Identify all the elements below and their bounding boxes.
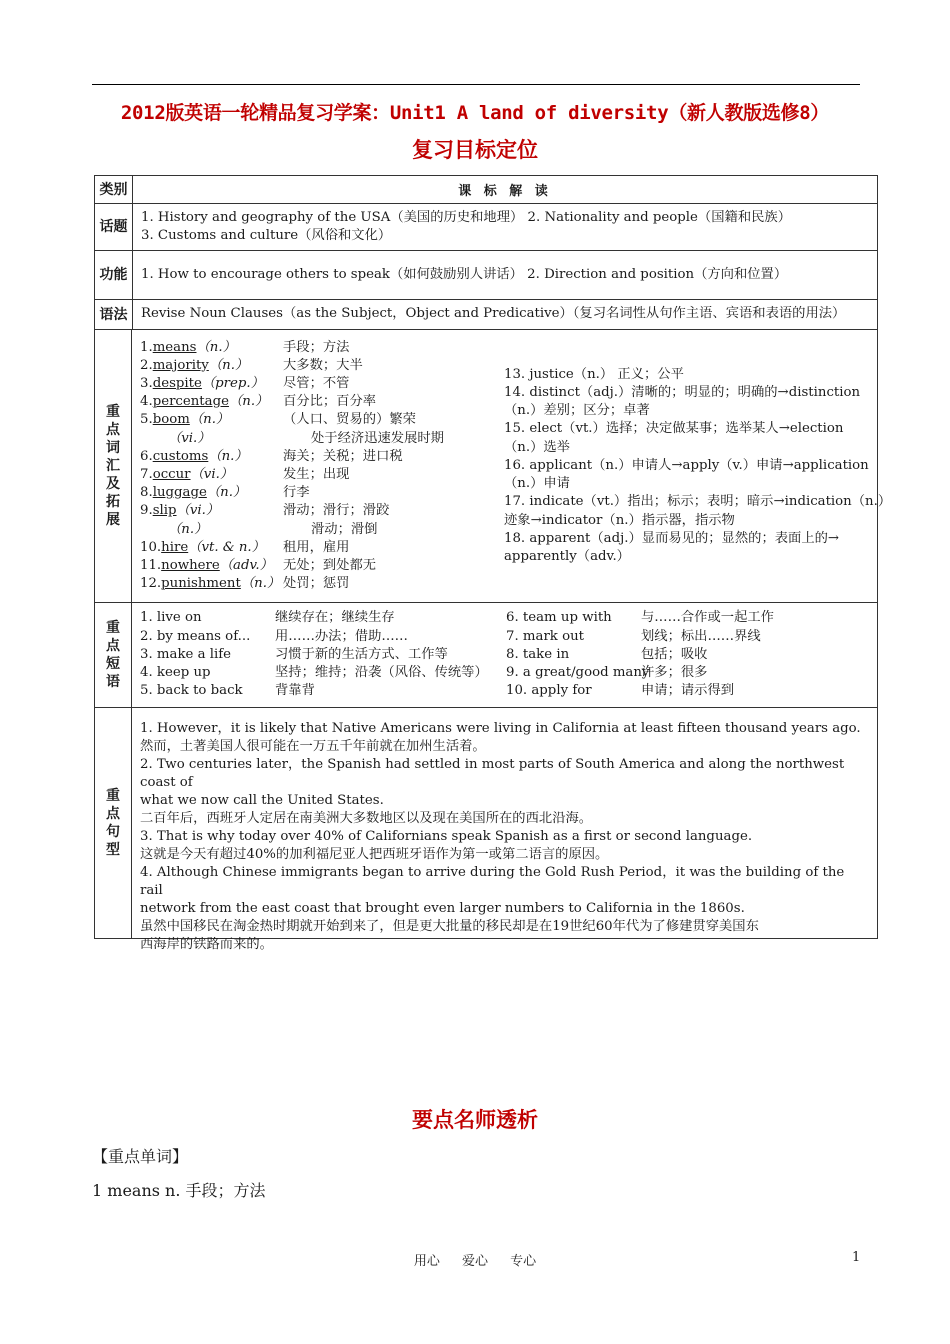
page-footer: 用心 爱心 专心	[413, 1254, 537, 1269]
vocab-meaning: 无处；到处都无	[283, 558, 377, 574]
phrase-text: 9. a great/good many	[506, 665, 650, 681]
vocab-ext-line: 16. applicant（n.）申请人→apply（v.）申请→application	[504, 457, 869, 473]
vocab-pos: （vi.）	[168, 430, 211, 446]
header-rule	[92, 84, 860, 85]
phrase-text: 2. by means of...	[140, 628, 251, 644]
vocab-word: punishment	[161, 576, 241, 592]
vocab-meaning: 海关；关税；进口税	[283, 448, 403, 464]
vocab-word-cell	[140, 448, 283, 466]
vocab-ext-line: apparently（adv.）	[504, 548, 630, 564]
vocab-number: 1.	[140, 339, 153, 355]
sentence-line: 3. That is why today over 40% of Californians speak Spanish as a first or second language.	[140, 829, 753, 844]
vocab-word-cell	[140, 375, 283, 393]
vocab-word-cell	[140, 575, 283, 593]
vocab-pos: （n.）	[168, 521, 208, 537]
vocab-word: majority	[152, 357, 209, 373]
phrase-meaning: 许多；很多	[641, 665, 708, 681]
vocab-number: 6.	[140, 448, 153, 464]
vocab-item	[140, 539, 504, 557]
phrase-text: 8. take in	[506, 646, 570, 662]
vocab-ext-line: （n.）差别；区分；卓著	[504, 403, 650, 419]
vocab-meaning: 发生；出现	[283, 467, 350, 482]
vocab-number: 4.	[140, 394, 153, 410]
phrase-text: 7. mark out	[506, 628, 585, 644]
vocab-item	[140, 575, 504, 593]
vocab-pos: （n.）	[208, 357, 249, 373]
vocab-number: 9.	[140, 503, 153, 519]
vocab-word-cell	[140, 339, 283, 357]
vocab-meaning: 处于经济迅速发展时期	[311, 430, 444, 446]
vocab-pos: （prep.）	[201, 375, 264, 391]
vocab-item	[140, 375, 504, 393]
vocab-ext-line: 15. elect（vt.）选择；决定做某事；选举某人→election	[504, 421, 844, 437]
vocab-pos: （n.）	[228, 394, 269, 410]
vocab-pos: （n.）	[206, 485, 247, 501]
phrases-right-column	[506, 609, 774, 700]
phrases-row	[95, 603, 877, 708]
vocab-meaning: 百分比；百分率	[283, 394, 377, 410]
vocab-number: 12.	[140, 576, 162, 592]
phrase-item	[506, 682, 774, 700]
key-words-heading: 【重点单词】	[92, 1147, 189, 1166]
grammar-label: 语法	[95, 300, 133, 329]
curriculum-table	[94, 175, 892, 952]
vocab-meaning: （人口、贸易的）繁荣	[283, 412, 416, 428]
grammar-row	[95, 300, 877, 330]
vocab-pos: （n.）	[240, 576, 281, 592]
phrases-left-column	[140, 609, 506, 700]
vocab-word-cell	[140, 393, 283, 411]
sentences-content	[132, 708, 877, 952]
vocab-word: means	[152, 339, 197, 355]
header-category: 类别	[95, 176, 133, 203]
vocab-number: 11.	[140, 558, 162, 574]
table-header-row	[95, 176, 877, 204]
vocab-word-cell	[140, 411, 283, 429]
vocab-ext-line: 迹象→indicator（n.）指示器，指示物	[504, 512, 735, 528]
topic-row	[95, 204, 877, 251]
vocab-item	[140, 393, 504, 411]
vocab-item	[140, 466, 504, 484]
document-title: 2012版英语一轮精品复习学案：Unit1 A land of diversity（新人教版选修8）	[120, 102, 830, 124]
vocab-number: 7.	[140, 467, 153, 482]
vocab-number: 3.	[140, 375, 153, 391]
vocab-pos: （n.）	[196, 339, 236, 355]
phrase-meaning: 划线；标出……界线	[641, 628, 761, 644]
phrase-text: 3. make a life	[140, 646, 232, 662]
phrase-item	[506, 664, 774, 682]
vocab-meaning: 处罚；惩罚	[283, 576, 350, 592]
sentence-line: 4. Although Chinese immigrants began to arrive during the Gold Rush Period，it was the building of the rail	[140, 865, 845, 898]
vocab-number: 5.	[140, 412, 153, 428]
vocab-word: nowhere	[161, 558, 220, 574]
vocab-meaning: 手段；方法	[283, 339, 350, 355]
vocab-label: 重点词汇及拓展	[95, 330, 132, 602]
vocab-item	[140, 484, 504, 502]
vocab-ext-line: 13. justice（n.） 正义；公平	[504, 366, 684, 382]
sentence-line: 虽然中国移民在淘金热时期就开始到来了，但是更大批量的移民却是在19世纪60年代为了修建贯穿美国东	[140, 919, 759, 934]
vocab-meaning: 尽管；不管	[283, 375, 350, 391]
vocab-word: boom	[152, 412, 190, 428]
function-label: 功能	[95, 251, 133, 299]
sentence-line: network from the east coast that brought even larger numbers to California in the 1860s.	[140, 901, 745, 916]
vocab-pos: （n.）	[208, 448, 248, 464]
vocab-word: customs	[152, 448, 209, 464]
vocab-word: percentage	[152, 394, 229, 410]
phrase-meaning: 坚持；维持；沿袭（风俗、传统等）	[275, 665, 488, 681]
vocab-meaning: 大多数；大半	[283, 357, 363, 373]
vocab-item	[140, 411, 504, 429]
vocab-word-cell	[140, 502, 283, 520]
vocab-word-cell	[140, 539, 283, 557]
vocab-word-cell	[140, 557, 283, 575]
phrase-meaning: 申请；请示得到	[641, 683, 735, 699]
phrase-item	[140, 609, 506, 627]
phrase-meaning: 包括；吸收	[641, 646, 708, 662]
vocab-item	[140, 357, 504, 375]
phrase-meaning: 背靠背	[275, 683, 315, 699]
vocab-word-cell	[140, 466, 283, 484]
phrase-meaning: 继续存在；继续生存	[275, 610, 395, 626]
sentences-label: 重点句型	[95, 708, 132, 938]
vocab-word: hire	[161, 539, 189, 555]
topic-line-2: 3. Customs and culture（风俗和文化）	[141, 228, 392, 243]
sentence-line: 然而，土著美国人很可能在一万五千年前就在加州生活着。	[140, 739, 486, 754]
function-row	[95, 251, 877, 300]
topic-line-1: 1. History and geography of the USA（美国的历史和地理） 2. Nationality and people（国籍和民族）	[141, 209, 792, 225]
vocab-item	[140, 521, 504, 539]
vocab-word-cell	[140, 357, 283, 375]
vocab-number: 2.	[140, 357, 153, 373]
vocab-item	[140, 557, 504, 575]
phrase-item	[506, 646, 774, 664]
vocab-pos: （n.）	[189, 412, 230, 428]
vocab-meaning: 滑动；滑行；滑跤	[283, 503, 390, 519]
vocab-item	[140, 448, 504, 466]
phrase-item	[506, 609, 774, 627]
vocab-left-column	[140, 339, 504, 594]
vocab-pos: （vi.）	[190, 467, 234, 482]
phrase-item	[140, 682, 506, 700]
vocab-ext-line: （n.）申请	[504, 476, 570, 492]
section-title-key-points: 要点名师透析	[412, 1108, 538, 1132]
grammar-line-1: Revise Noun Clauses（as the Subject，Object and Predicative）（复习名词性从句作主语、宾语和表语的用法）	[141, 306, 846, 322]
vocab-item	[140, 502, 504, 520]
phrase-item	[506, 628, 774, 646]
vocab-word-cell	[140, 484, 283, 502]
header-content: 课 标 解 读	[458, 184, 552, 199]
vocab-meaning: 租用，雇用	[283, 539, 350, 555]
sentence-line: 1. However，it is likely that Native Americans were living in California at least fifteen thousand years ago.	[140, 721, 861, 736]
vocab-meaning: 行李	[283, 485, 310, 501]
vocab-ext-line: 14. distinct（adj.）清晰的；明显的；明确的→distinction	[504, 385, 861, 401]
phrase-meaning: 用……办法；借助……	[275, 628, 408, 644]
vocab-number: 10.	[140, 539, 162, 555]
vocab-ext-line: 17. indicate（vt.）指出；标示；表明；暗示→indication（n.）	[504, 494, 892, 510]
body-line-1: 1 means n. 手段；方法	[92, 1181, 266, 1200]
vocab-right-column	[504, 366, 891, 566]
phrase-text: 1. live on	[140, 610, 202, 626]
vocab-word: luggage	[152, 485, 207, 501]
phrases-label: 重点短语	[95, 603, 132, 707]
phrase-text: 4. keep up	[140, 665, 211, 681]
sentence-line: 2. Two centuries later，the Spanish had settled in most parts of South America and along the northwest coast of	[140, 757, 845, 790]
sentence-line: 二百年后，西班牙人定居在南美洲大多数地区以及现在美国所在的西北沿海。	[140, 811, 593, 826]
vocab-word: occur	[152, 467, 191, 482]
sentences-row	[95, 708, 877, 952]
sentence-line: 西海岸的铁路而来的。	[140, 937, 273, 952]
vocab-number: 8.	[140, 485, 153, 501]
vocab-ext-line: 18. apparent（adj.）显而易见的；显然的；表面上的→	[504, 530, 840, 546]
vocab-ext-line: （n.）选举	[504, 439, 570, 455]
phrase-meaning: 与……合作或一起工作	[641, 610, 774, 626]
page-number: 1	[852, 1250, 861, 1265]
phrase-text: 5. back to back	[140, 683, 243, 699]
vocab-word: despite	[152, 375, 202, 391]
phrase-text: 10. apply for	[506, 683, 592, 699]
vocab-pos: （vt. & n.）	[188, 539, 265, 555]
sentence-line: what we now call the United States.	[140, 793, 384, 808]
vocab-word-cell	[140, 521, 311, 539]
vocab-word-cell	[140, 430, 311, 448]
section-title-review-goals: 复习目标定位	[412, 138, 538, 162]
function-line-1: 1. How to encourage others to speak（如何鼓励别人讲话） 2. Direction and position（方向和位置）	[141, 266, 788, 282]
vocab-pos: （adv.）	[219, 558, 273, 574]
vocab-item	[140, 430, 504, 448]
phrase-item	[140, 628, 506, 646]
sentence-line: 这就是今天有超过40%的加利福尼亚人把西班牙语作为第一或第二语言的原因。	[140, 847, 609, 862]
phrase-item	[140, 664, 506, 682]
vocab-row	[95, 330, 892, 603]
phrase-meaning: 习惯于新的生活方式、工作等	[275, 646, 448, 662]
phrase-item	[140, 646, 506, 664]
topic-label: 话题	[95, 204, 133, 250]
vocab-meaning: 滑动；滑倒	[311, 521, 378, 537]
vocab-word: slip	[152, 503, 177, 519]
phrase-text: 6. team up with	[506, 610, 612, 626]
vocab-item	[140, 339, 504, 357]
vocab-pos: （vi.）	[176, 503, 220, 519]
